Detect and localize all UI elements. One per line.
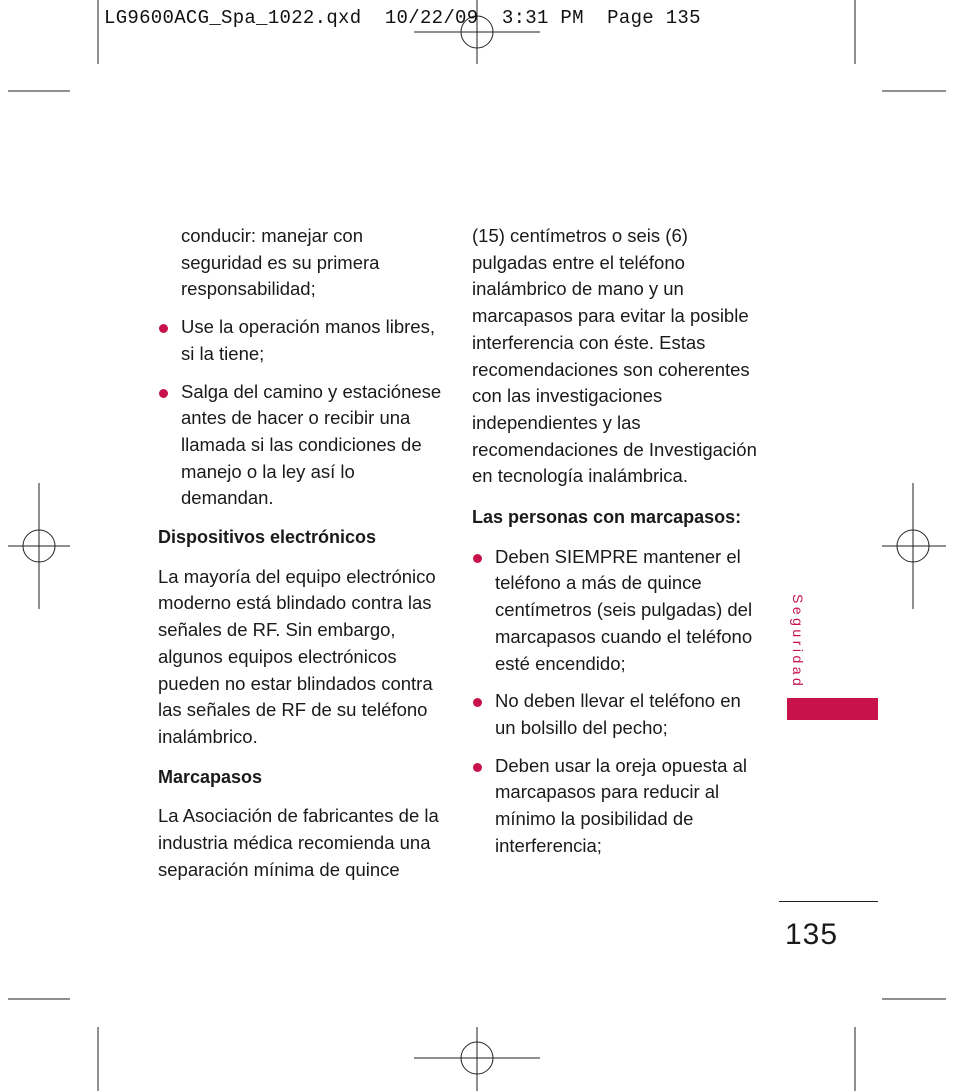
bullet-icon [159,324,168,333]
bullet-text: Use la operación manos libres, si la tiene; [181,316,435,364]
bullet-icon [473,763,482,772]
section-heading: Las personas con marcapasos: [472,507,742,528]
section-tab-label: Seguridad [790,594,806,690]
section-tab [787,698,878,720]
bullet-icon [159,389,168,398]
bullet-text: No deben llevar el teléfono en un bolsillo del pecho; [495,690,741,738]
section-heading: Marcapasos [158,766,263,787]
section-body: La mayoría del equipo electrónico moderno está blindado contra las señales de RF. Sin embargo, algunos equipos electrónicos pueden no estar blindados contra las señales de RF de su teléfono inalámbrico. [158,565,436,747]
print-slug-line: LG9600ACG_Spa_1022.qxd 10/22/09 3:31 PM Page 135 [104,7,701,29]
section-heading: Dispositivos electrónicos [158,527,377,548]
bullet-text: Salga del camino y estaciónese antes de hacer o recibir una llamada si las condiciones de manejo o la ley así lo demandan. [181,380,442,509]
bullet-icon [473,554,482,563]
bullet-icon [473,698,482,707]
continued-paragraph: (15) centímetros o seis (6) pulgadas entre el teléfono inalámbrico de mano y un marcapasos para evitar la posible interferencia con éste. Estas recomendaciones son coherentes con las investigaciones independientes y las recomendaciones de Investigación en tecnología inalámbrica. [472,225,757,487]
list-item [158,379,448,513]
registration-mark-right [882,483,946,609]
list-item [158,314,448,367]
right-column [472,223,762,859]
page-number-rule [779,901,878,902]
registration-mark-left [8,483,70,609]
bullet-text: Deben SIEMPRE mantener el teléfono a más de quince centímetros (seis pulgadas) del marcapasos cuando el teléfono esté encendido; [495,545,753,674]
list-item [472,544,762,678]
page-number: 135 [785,918,839,951]
bullet-text: Deben usar la oreja opuesta al marcapasos para reducir al mínimo la posibilidad de interferencia; [495,754,747,856]
registration-mark-bottom [414,1027,540,1091]
continued-bullet-text: conducir: manejar con seguridad es su primera responsabilidad; [181,225,380,300]
left-column [158,223,448,883]
list-item [472,688,762,741]
list-item [472,753,762,860]
section-body: La Asociación de fabricantes de la industria médica recomienda una separación mínima de quince [158,805,439,880]
